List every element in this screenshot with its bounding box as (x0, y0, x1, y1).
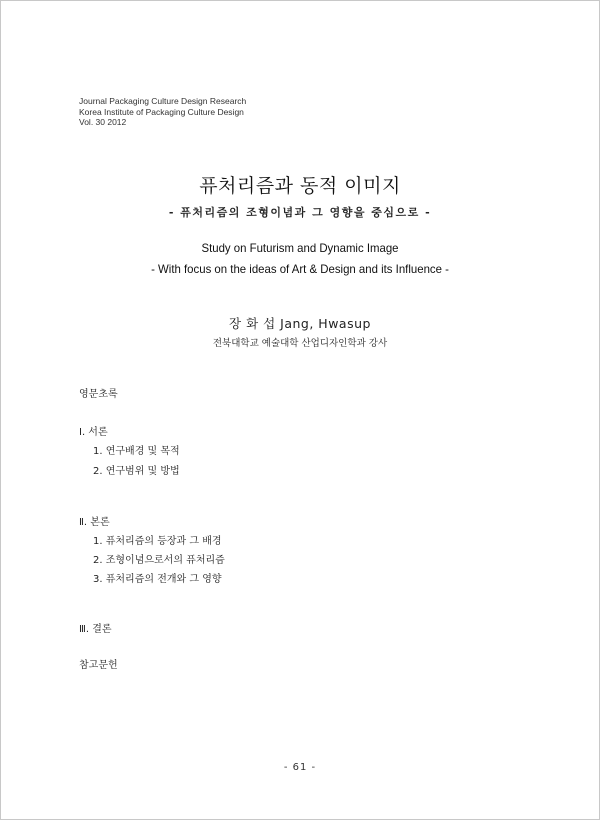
author-name: 장 화 섭 Jang, Hwasup (229, 316, 371, 331)
toc-section-2-title: Ⅱ. 본론 (79, 517, 110, 528)
toc-section-2-item: 3. 퓨처리즘의 전개와 그 영향 (93, 574, 222, 585)
journal-publisher: Korea Institute of Packaging Culture Design (79, 106, 244, 117)
paper-subtitle-korean: - 퓨처리즘의 조형이념과 그 영향을 중심으로 - (168, 206, 432, 219)
toc-section-2-item: 2. 조형이념으로서의 퓨처리즘 (93, 555, 225, 566)
paper-title-korean: 퓨처리즘과 동적 이미지 (199, 175, 401, 197)
toc-abstract: 영문초록 (79, 389, 118, 400)
toc-references: 참고문헌 (79, 660, 118, 671)
toc-section-2-item: 1. 퓨처리즘의 등장과 그 배경 (93, 536, 222, 547)
toc-section-3-title: Ⅲ. 결론 (79, 624, 112, 635)
author-affiliation: 전북대학교 예술대학 산업디자인학과 강사 (212, 338, 388, 349)
toc-section-1-title: Ⅰ. 서론 (79, 427, 108, 438)
toc-section-1-item: 2. 연구범위 및 방법 (93, 466, 180, 477)
paper-subtitle-english: - With focus on the ideas of Art & Design and its Influence - (151, 262, 449, 276)
journal-header (79, 96, 246, 128)
toc-section-1-item: 1. 연구배경 및 목적 (93, 446, 180, 457)
page-number: - 61 - (283, 762, 317, 773)
journal-name: Journal Packaging Culture Design Research (79, 96, 247, 106)
paper-title-english: Study on Futurism and Dynamic Image (201, 241, 399, 255)
journal-volume: Vol. 30 2012 (79, 117, 127, 127)
